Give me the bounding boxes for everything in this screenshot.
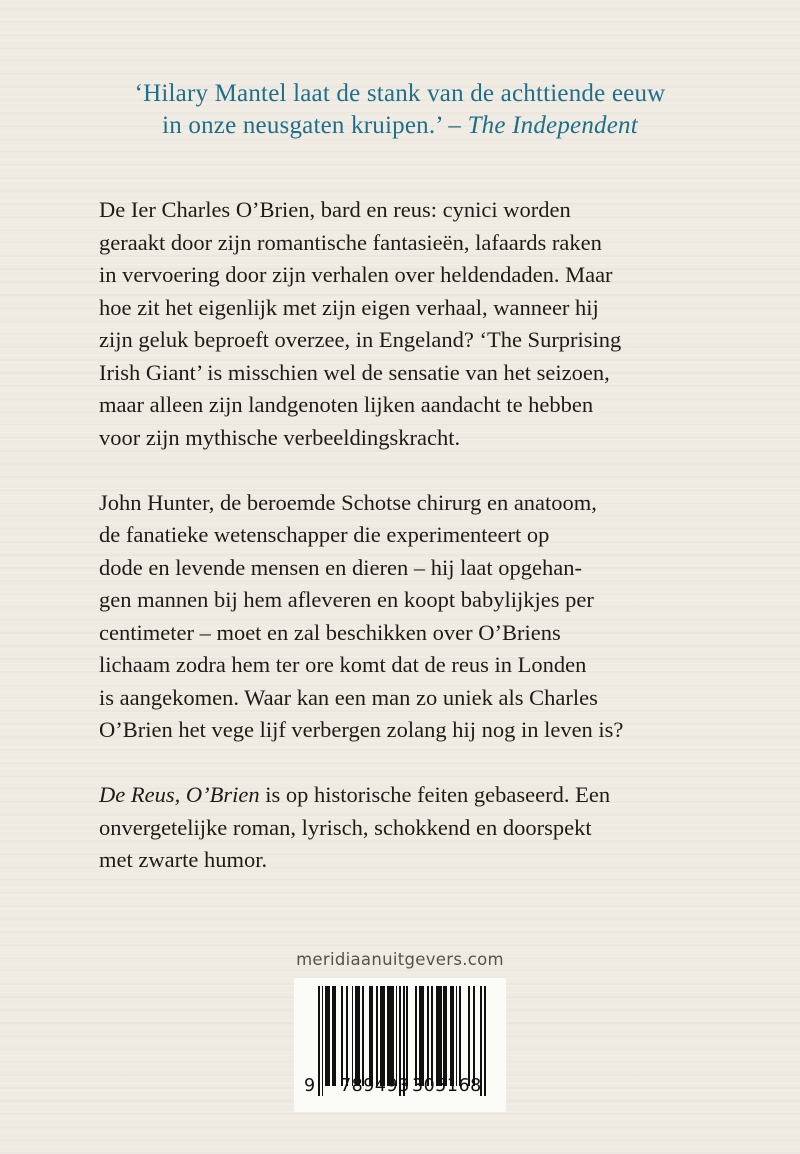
text-line: zijn geluk beproeft overzee, in Engeland? ‘The Surprising: [99, 327, 622, 352]
text-line: Irish Giant’ is misschien wel de sensatie van het seizoen,: [99, 359, 610, 385]
text-line: John Hunter, de beroemde Schotse chirurg en anatoom,: [99, 489, 597, 515]
text-line: O’Brien het vege lijf verbergen zolang hij nog in leven is?: [99, 717, 624, 742]
quote-line-2: [0, 110, 800, 142]
text-line: geraakt door zijn romantische fantasieën, lafaards raken: [99, 229, 602, 255]
text-line: gen mannen bij hem afleveren en koopt babylijkjes per: [99, 587, 594, 612]
barcode-digit-group: 305168: [412, 1076, 482, 1096]
text-line: de fanatieke wetenschapper die experimenteert op: [99, 522, 550, 547]
barcode-bar: [387, 986, 394, 1086]
text-line: in vervoering door zijn verhalen over heldendaden. Maar: [99, 262, 613, 287]
blurb-paragraph-1: [99, 194, 719, 454]
barcode-digit-group: 9: [304, 1076, 316, 1096]
quote-line-1: ‘Hilary Mantel laat de stank van de achttiende eeuw: [134, 80, 666, 107]
barcode-digit-group: 789493: [340, 1076, 410, 1096]
text-line: lichaam zodra hem ter ore komt dat de reus in Londen: [99, 652, 587, 677]
quote-line-2-text: in onze neusgaten kruipen.’ –: [162, 112, 468, 139]
book-title: De Reus, O’Brien: [99, 782, 260, 807]
text-line: onvergetelijke roman, lyrisch, schokkend en doorspekt: [99, 814, 592, 840]
text-line: is aangekomen. Waar kan een man zo uniek als Charles: [99, 684, 598, 710]
barcode-bar: [408, 986, 415, 1086]
barcode-bar: [484, 986, 486, 1096]
blurb-body: [99, 194, 719, 909]
barcode-bar: [461, 986, 468, 1086]
text-line: [99, 779, 719, 812]
text-line: centimeter – moet en zal beschikken over O’Briens: [99, 619, 561, 645]
text-fragment: is op historische feiten gebaseerd. Een: [259, 782, 611, 807]
isbn-barcode: [294, 978, 506, 1112]
blurb-paragraph-2: [99, 487, 719, 747]
text-line: maar alleen zijn landgenoten lijken aandacht te hebben: [99, 392, 594, 417]
text-line: dode en levende mensen en dieren – hij laat opgehan-: [99, 554, 582, 580]
text-line: met zwarte humor.: [99, 847, 268, 872]
text-line: hoe zit het eigenlijk met zijn eigen verhaal, wanneer hij: [99, 294, 599, 320]
publisher-website: meridiaanuitgevers.com: [296, 950, 504, 969]
text-line: voor zijn mythische verbeeldingskracht.: [99, 424, 461, 450]
quote-source: The Independent: [467, 112, 638, 139]
text-line: De Ier Charles O’Brien, bard en reus: cynici worden: [99, 197, 571, 222]
review-quote: [0, 78, 800, 142]
blurb-paragraph-3: [99, 779, 719, 877]
